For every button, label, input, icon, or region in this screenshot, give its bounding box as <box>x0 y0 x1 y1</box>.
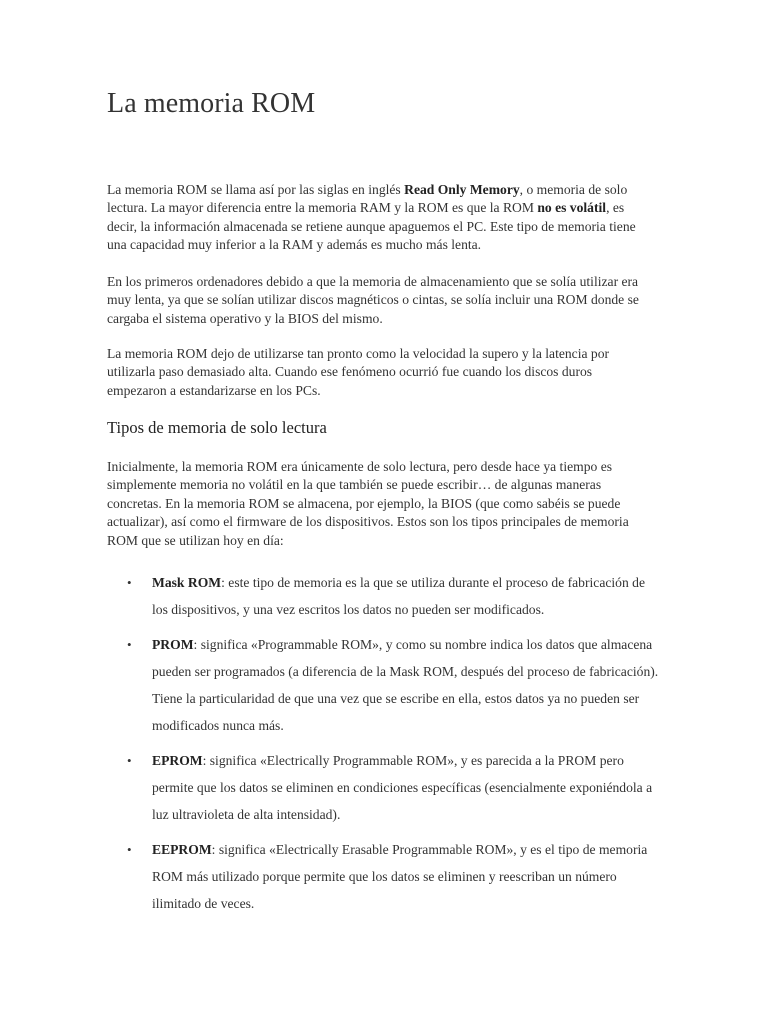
list-item-term: PROM <box>152 637 194 652</box>
list-item <box>107 569 663 623</box>
bullet-icon: • <box>127 842 132 857</box>
intro-text-1: La memoria ROM se llama así por las siglas en inglés <box>107 182 405 197</box>
intro-paragraph <box>107 181 655 255</box>
bullet-icon: • <box>127 753 132 768</box>
list-item-term: Mask ROM <box>152 575 222 590</box>
bullet-icon: • <box>127 637 132 652</box>
list-item <box>107 836 663 917</box>
history-paragraph: En los primeros ordenadores debido a que la memoria de almacenamiento que se solía utilizar era muy lenta, ya que se solían utilizar discos magnéticos o cintas, se solía incluir una ROM donde se cargaba el sistema operativo y la BIOS del mismo. <box>107 274 639 326</box>
list-item-description: : significa «Electrically Erasable Programmable ROM», y es el tipo de memoria ROM más utilizado porque permite que los datos se eliminen y reescriban un número ilimitado de veces. <box>152 842 648 911</box>
intro-text-3: , es decir, la información almacenada se retiene aunque apaguemos el PC. Este tipo de memoria tiene una capacidad muy inferior a la RAM y además es mucho más lenta. <box>107 200 636 253</box>
no-volatil-term: no es volátil <box>537 200 607 216</box>
intro-text-2: , o memoria de solo lectura. La mayor diferencia entre la memoria RAM y la ROM es que la ROM <box>107 182 628 216</box>
list-item <box>107 747 663 828</box>
list-item-term: EEPROM <box>152 842 212 857</box>
list-item <box>107 631 663 739</box>
section-heading: Tipos de memoria de solo lectura <box>107 418 327 437</box>
list-item-description: : significa «Programmable ROM», y como su nombre indica los datos que almacena pueden ser programados (a diferencia de la Mask ROM, después del proceso de fabricación). Tiene la particularidad de que una vez que se escribe en ella, estos datos ya no pueden ser modificados nunca más. <box>152 637 659 733</box>
bullet-icon: • <box>127 575 132 590</box>
list-item-term: EPROM <box>152 753 203 768</box>
types-intro-paragraph: Inicialmente, la memoria ROM era únicamente de solo lectura, pero desde hace ya tiempo es simplemente memoria no volátil en la que también se puede escribir… de algunas maneras concretas. En la memoria ROM se almacena, por ejemplo, la BIOS (que como sabéis se puede actualizar), así como el firmware de los dispositivos. Estos son los tipos principales de memoria ROM que se utilizan hoy en día: <box>107 459 629 548</box>
list-item-description: : este tipo de memoria es la que se utiliza durante el proceso de fabricación de los dispositivos, y una vez escritos los datos no pueden ser modificados. <box>152 575 645 617</box>
rom-types-list <box>107 569 663 925</box>
list-item-description: : significa «Electrically Programmable ROM», y es parecida a la PROM pero permite que los datos se eliminen en condiciones específicas (esencialmente exponiéndola a luz ultravioleta de alta intensidad). <box>152 753 653 822</box>
decline-paragraph: La memoria ROM dejo de utilizarse tan pronto como la velocidad la supero y la latencia por utilizarla paso demasiado alta. Cuando ese fenómeno ocurrió fue cuando los discos duros empezaron a estandarizarse en los PCs. <box>107 346 610 398</box>
page-title: La memoria ROM <box>107 88 316 119</box>
read-only-memory-term: Read Only Memory <box>404 182 520 197</box>
